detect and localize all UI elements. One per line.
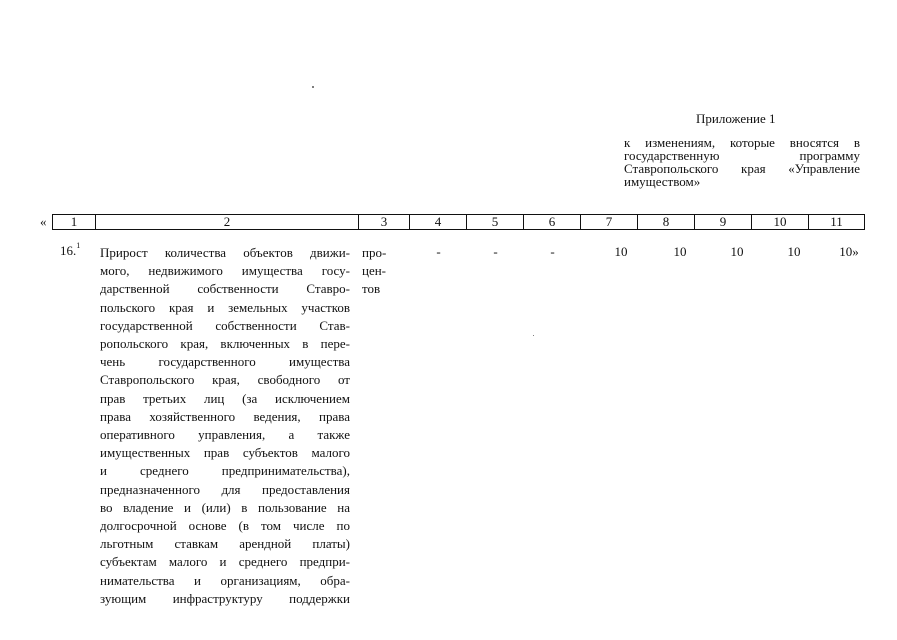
column-header-cell: 4	[410, 215, 467, 229]
row-number	[60, 243, 80, 259]
indicator-name-line: имущественных прав субъектов малого	[100, 445, 350, 461]
indicator-name-line: предназначенного для предоставления	[100, 481, 350, 497]
column-number-header-row	[52, 214, 865, 230]
indicator-name-line: дарственной собственности Ставро-	[100, 281, 350, 297]
indicator-name-line: долгосрочной основе (в том числе по	[100, 518, 350, 534]
indicator-name-line: льготным ставкам арендной платы)	[100, 536, 350, 552]
value-cell-col5: -	[493, 244, 498, 259]
column-header-cell: 6	[524, 215, 581, 229]
table-open-quote: «	[40, 214, 47, 229]
indicator-name-line: Ставропольского края, свободного от	[100, 372, 350, 388]
column-header-cell: 2	[96, 215, 359, 229]
column-header-cell: 1	[53, 215, 96, 229]
row-number-superscript: 1	[76, 241, 81, 250]
indicator-name-line: права хозяйственного ведения, права	[100, 408, 350, 424]
indicator-name-line: чень государственного имущества	[100, 354, 350, 370]
indicator-name-line: оперативного управления, а также	[100, 427, 350, 443]
column-header-cell: 10	[752, 215, 809, 229]
unit-of-measure	[362, 244, 386, 299]
indicator-name-line: нимательства и организациям, обра-	[100, 572, 350, 588]
value-cell-col6: -	[550, 244, 555, 259]
indicator-name	[100, 244, 350, 608]
indicator-name-line: мого, недвижимого имущества госу-	[100, 263, 350, 279]
indicator-name-line: прав третьих лиц (за исключением	[100, 390, 350, 406]
indicator-name-line: ропольского края, включенных в пере-	[100, 336, 350, 352]
indicator-name-line: Прирост количества объектов движи-	[100, 245, 350, 260]
indicator-name-line: польского края и земельных участков	[100, 299, 350, 315]
indicator-name-line: во владение и (или) в пользование на	[100, 499, 350, 515]
unit-line: цен-	[362, 263, 387, 279]
indicator-name-line: субъектам малого и среднего предпри-	[100, 554, 350, 570]
value-cell-col4: -	[436, 244, 441, 259]
unit-line: тов	[362, 281, 381, 297]
column-header-cell: 8	[638, 215, 695, 229]
value-cell-col10: 10	[787, 244, 801, 259]
appendix-title: Приложение 1	[696, 111, 776, 126]
indicator-name-line: государственной собственности Став-	[100, 317, 350, 333]
scan-speck	[533, 335, 534, 336]
column-header-cell: 7	[581, 215, 638, 229]
unit-line: про-	[362, 245, 387, 260]
value-cell-col7: 10	[614, 244, 628, 259]
scan-speck	[312, 86, 314, 88]
column-header-cell: 5	[467, 215, 524, 229]
column-header-cell: 11	[830, 214, 843, 229]
indicator-name-line: и среднего предпринимательства),	[100, 463, 350, 479]
value-cell-col11: 10»	[839, 244, 859, 259]
row-number-main: 16.	[60, 243, 77, 258]
indicator-name-line: зующим инфраструктуру поддержки	[100, 590, 350, 606]
value-cell-col9: 10	[730, 244, 744, 259]
column-header-cell: 3	[359, 215, 410, 229]
appendix-subtitle: к изменениям, которые вносятся в государственную программу Ставропольского края «Управление имуществом»	[624, 135, 860, 189]
column-header-cell: 9	[695, 215, 752, 229]
value-cell-col8: 10	[673, 244, 687, 259]
